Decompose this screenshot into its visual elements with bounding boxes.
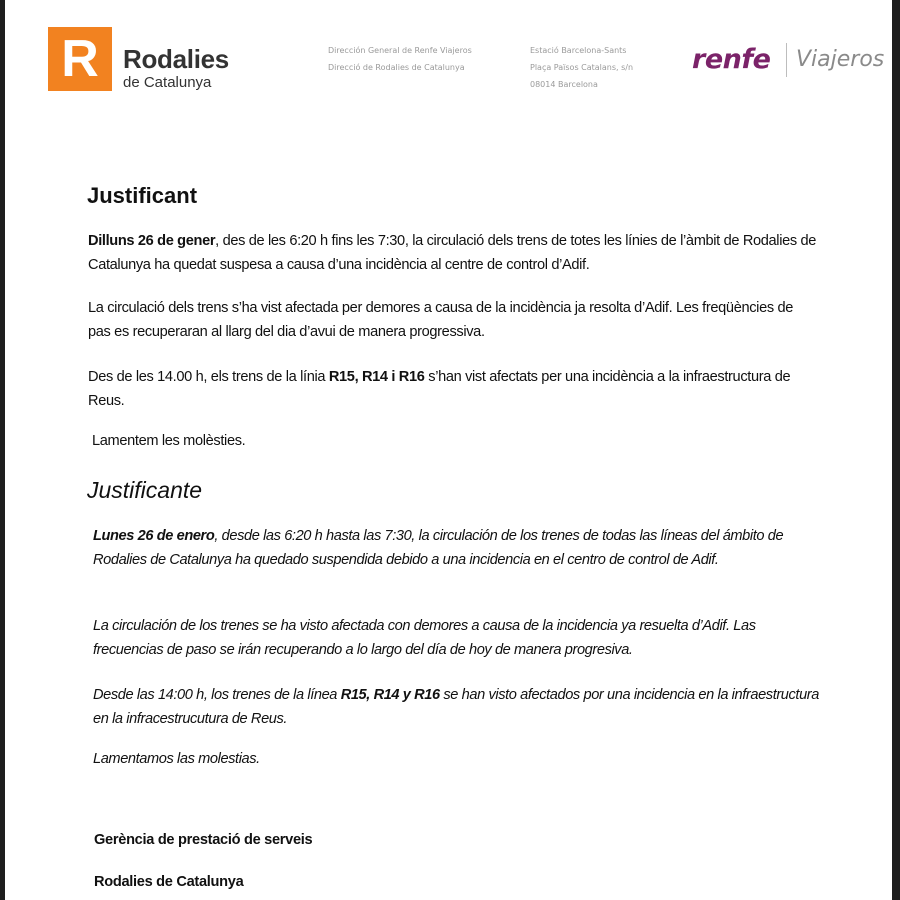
paragraph-ca-2: La circulació dels trens s’ha vist afectada per demores a causa de la incidència ja resolta d’Adif. Les freqüències de pas es recuperaran al llarg del dia d’avui de manera progressiva. <box>88 300 794 340</box>
address-line: Estació Barcelona-Sants <box>530 46 627 55</box>
rodalies-logo-letter: R <box>61 30 99 88</box>
rodalies-logo-title: Rodalies <box>123 44 229 74</box>
paragraph-text: Desde las 14:00 h, los trenes de la línea <box>93 687 341 703</box>
lines-es: R15, R14 y R16 <box>340 687 440 703</box>
apology-es: Lamentamos las molestias. <box>93 751 260 767</box>
org-line: Dirección General de Renfe Viajeros <box>328 46 472 55</box>
apology-ca: Lamentem les molèsties. <box>92 433 246 449</box>
document-page <box>5 0 892 900</box>
header-address <box>530 42 633 93</box>
address-line: 08014 Barcelona <box>530 80 598 89</box>
heading-catalan: Justificant <box>87 183 198 208</box>
paragraph-text: , desde las 6:20 h hasta las 7:30, la circulación de los trenes de todas las líneas del ámbito de Rodalies de Catalunya ha quedado suspendida debido a una incidencia en el centro de control de Adif. <box>93 528 784 568</box>
date-es: Lunes 26 de enero <box>93 528 215 544</box>
paragraph-text: se han visto afectados por una incidencia en la infraestructura en la infracestrucutura de Reus. <box>93 687 819 727</box>
paragraph-text: Des de les 14.00 h, els trens de la línia <box>88 369 329 385</box>
lines-ca: R15, R14 i R16 <box>328 369 425 385</box>
paragraph-text: , des de les 6:20 h fins les 7:30, la circulació dels trens de totes les línies de l’àmbit de Rodalies de Catalunya ha quedat suspesa a causa d’una incidència al centre de control d’Adif. <box>88 233 817 273</box>
org-line: Direcció de Rodalies de Catalunya <box>328 63 465 72</box>
paragraph-ca-3 <box>88 365 818 413</box>
rodalies-logo-subtitle: de Catalunya <box>123 74 212 91</box>
viajeros-label: Viajeros <box>796 47 885 72</box>
logo-divider <box>786 43 787 77</box>
paragraph-es-1 <box>93 524 821 572</box>
signature-department: Gerència de prestació de serveis <box>94 832 313 848</box>
date-ca: Dilluns 26 de gener <box>88 233 216 249</box>
rodalies-logo-icon <box>48 27 112 91</box>
paragraph-ca-1 <box>88 229 818 277</box>
paragraph-es-3 <box>93 683 821 731</box>
heading-spanish: Justificante <box>87 477 203 503</box>
paragraph-es-2: La circulación de los trenes se ha visto afectada con demores a causa de la incidencia ya resuelta d’Adif. Las frecuencias de paso se irán recuperando a lo largo del día de hoy de manera progresiva. <box>93 618 756 658</box>
paragraph-text: s’han vist afectats per una incidència a la infraestructura de Reus. <box>88 369 791 409</box>
renfe-logo: renfe <box>692 44 771 75</box>
header-organization <box>328 42 472 76</box>
signature-organization: Rodalies de Catalunya <box>94 874 244 890</box>
address-line: Plaça Països Catalans, s/n <box>530 63 634 72</box>
